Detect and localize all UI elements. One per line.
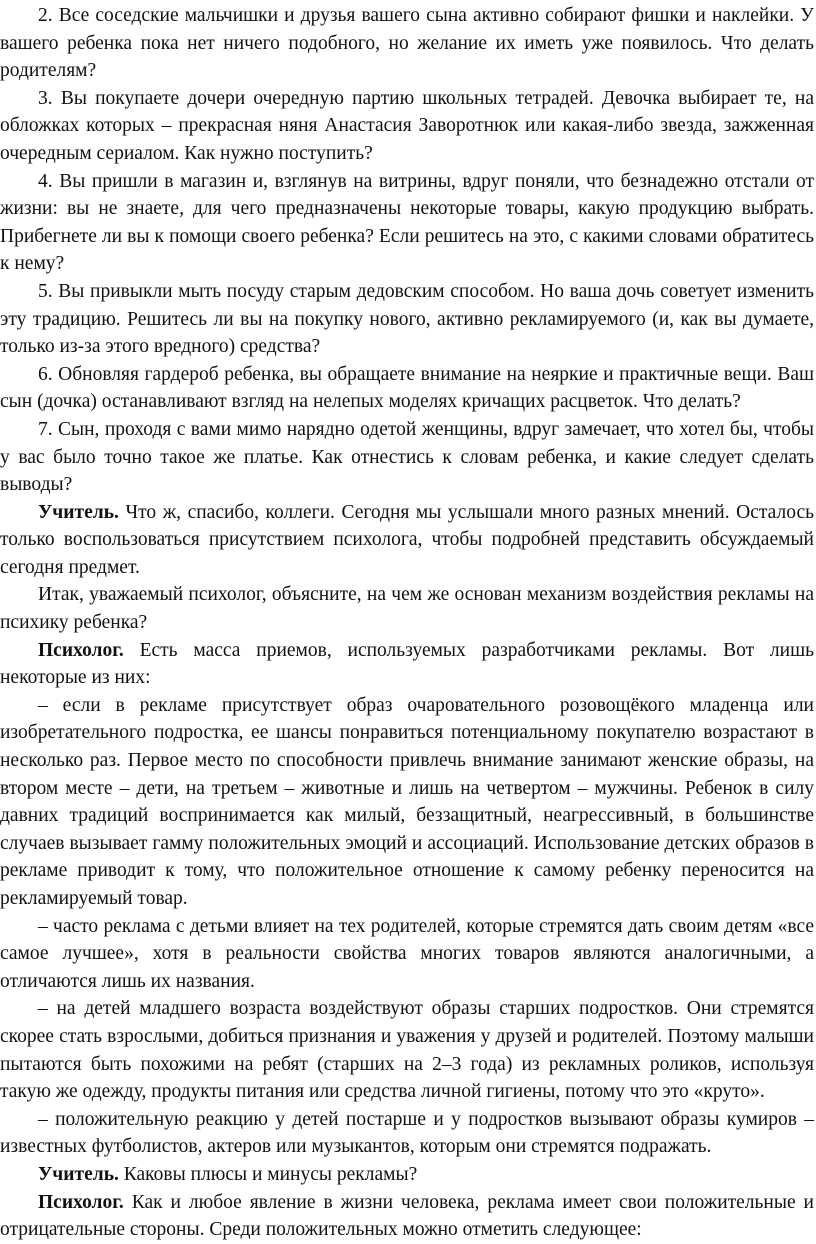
paragraph-text: 7. Сын, проходя с вами мимо нарядно одетой женщины, вдруг замечает, что хотел бы, чтобы у вас было точно такое же платье. Как отнестись к словам ребенка, и какие следует сделать выводы? bbox=[0, 418, 814, 496]
paragraph-text: Что ж, спасибо, коллеги. Сегодня мы услышали много разных мнений. Осталось только воспользоваться присутствием психолога, чтобы подробней представить обсуждаемый сегодня предмет. bbox=[0, 501, 814, 578]
speaker-label: Психолог. bbox=[38, 639, 124, 661]
paragraph-text: 5. Вы привыкли мыть посуду старым дедовским способом. Но ваша дочь советует изменить эту традицию. Решитесь ли вы на покупку нового, активно рекламируемого (и, как вы думаете, только из-за этого вредного) средства? bbox=[0, 280, 814, 358]
paragraph-question-3 bbox=[0, 85, 814, 168]
speaker-label: Психолог. bbox=[38, 1191, 124, 1213]
paragraph-teacher-question bbox=[0, 1161, 814, 1189]
paragraph-list-item bbox=[0, 1106, 814, 1161]
speaker-label: Учитель. bbox=[38, 1163, 119, 1185]
paragraph-question-5 bbox=[0, 278, 814, 361]
paragraph-question-4 bbox=[0, 168, 814, 278]
paragraph-question-6 bbox=[0, 361, 814, 416]
paragraph-text: 3. Вы покупаете дочери очередную партию школьных тетрадей. Девочка выбирает те, на обложках которых – прекрасная няня Анастасия Заворотнюк или какая-либо звезда, зажженная очередным сериалом. Как нужно поступить? bbox=[0, 87, 814, 164]
paragraph-text: – если в рекламе присутствует образ очаровательного розовощёкого младенца или изобретательного подростка, ее шансы понравиться потенциальному покупателю возрастают в несколько раз. Первое место по способности привлечь внимание занимают женские образы, на втором месте – дети, на третьем – животные и лишь на четвертом – мужчины. Ребенок в силу давних традиций воспринимается как милый, беззащитный, неагрессивный, в большинстве случаев вызывает гамму положительных эмоций и ассоциаций. Использование детских образов в рекламе приводит к тому, что положительное отношение к самому ребенку переносится на рекламируемый товар. bbox=[0, 694, 814, 909]
paragraph-text: Есть масса приемов, используемых разработчиками рекламы. Вот лишь некоторые из них: bbox=[0, 639, 814, 689]
paragraph-teacher-thanks bbox=[0, 499, 814, 582]
paragraph-psychologist-answer bbox=[0, 1189, 814, 1244]
paragraph-text: Итак, уважаемый психолог, объясните, на чем же основан механизм воздействия рекламы на психику ребенка? bbox=[0, 584, 814, 634]
paragraph-question-to-psychologist bbox=[0, 581, 814, 636]
paragraph-psychologist-intro bbox=[0, 637, 814, 692]
paragraph-text: Каковы плюсы и минусы рекламы? bbox=[118, 1163, 418, 1185]
paragraph-question-2 bbox=[0, 2, 814, 85]
paragraph-text: 4. Вы пришли в магазин и, взглянув на витрины, вдруг поняли, что безнадежно отстали от жизни: вы не знаете, для чего предназначены некоторые товары, какую продукцию выбрать. Прибегнете ли вы к помощи своего ребенка? Если решитесь на это, с какими словами обратитесь к нему? bbox=[0, 170, 814, 275]
paragraph-text: – положительную реакцию у детей постарше и у подростков вызывают образы кумиров – известных футболистов, актеров или музыкантов, которым они стремятся подражать. bbox=[0, 1108, 814, 1158]
paragraph-text: 6. Обновляя гардероб ребенка, вы обращаете внимание на неяркие и практичные вещи. Ваш сын (дочка) останавливают взгляд на нелепых моделях кричащих расцветок. Что делать? bbox=[0, 363, 814, 413]
paragraph-text: – часто реклама с детьми влияет на тех родителей, которые стремятся дать своим детям «все самое лучшее», хотя в реальности свойства многих товаров являются аналогичными, а отличаются лишь их названия. bbox=[0, 915, 814, 992]
paragraph-list-item bbox=[0, 692, 814, 913]
paragraph-question-7 bbox=[0, 416, 814, 499]
paragraph-list-item bbox=[0, 995, 814, 1105]
paragraph-text: – на детей младшего возраста воздействуют образы старших подростков. Они стремятся скорее стать взрослыми, добиться признания и уважения у друзей и родителей. Поэтому малыши пытаются быть похожими на ребят (старших на 2–3 года) из рекламных роликов, используя такую же одежду, продукты питания или средства личной гигиены, потому что это «круто». bbox=[0, 998, 814, 1103]
paragraph-list-item bbox=[0, 913, 814, 996]
speaker-label: Учитель. bbox=[38, 501, 119, 523]
paragraph-text: Как и любое явление в жизни человека, реклама имеет свои положительные и отрицательные стороны. Среди положительных можно отметить следующее: bbox=[0, 1191, 814, 1241]
paragraph-text: 2. Все соседские мальчишки и друзья вашего сына активно собирают фишки и наклейки. У вашего ребенка пока нет ничего подобного, но желание их иметь уже появилось. Что делать родителям? bbox=[0, 5, 814, 82]
